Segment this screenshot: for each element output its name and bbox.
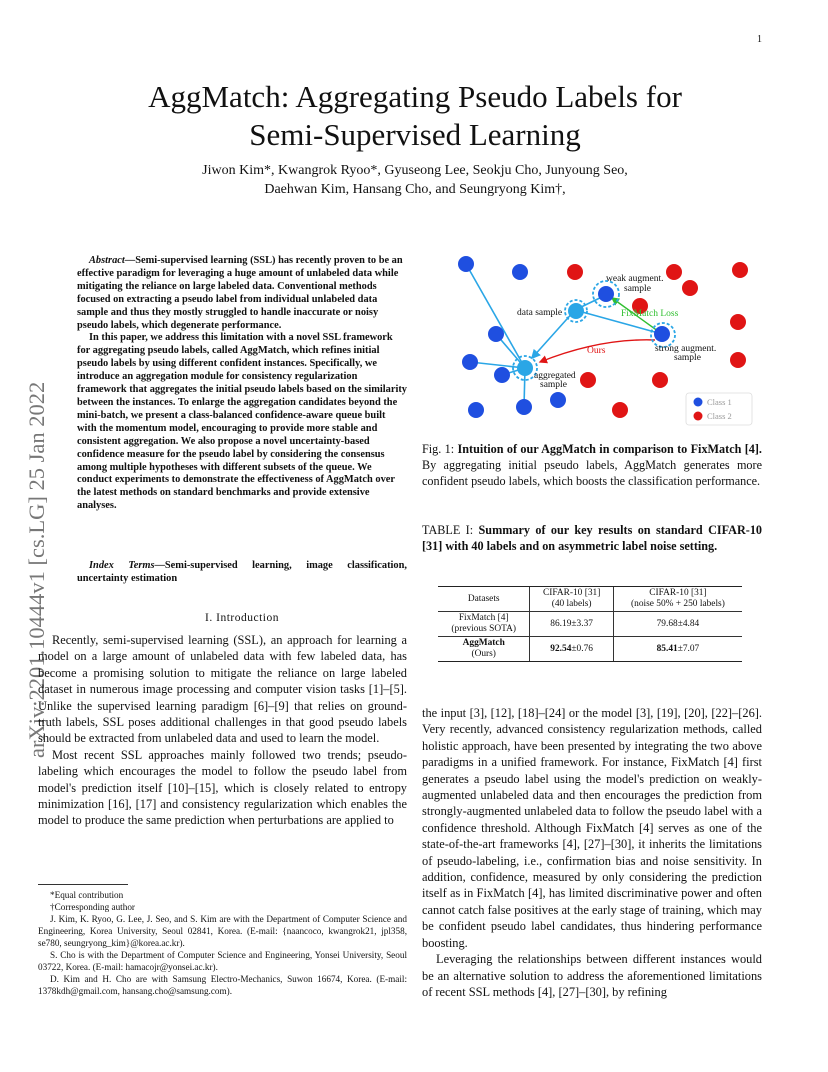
index-terms bbox=[77, 560, 407, 586]
table-1-caption bbox=[422, 522, 762, 554]
authors bbox=[150, 161, 680, 199]
fig-label-agg2: sample bbox=[540, 380, 567, 390]
table-row-fixmatch-label: FixMatch [4] (previous SOTA) bbox=[438, 612, 530, 637]
table-caption-bold: Summary of our key results on standard CIFAR-10 [31] with 40 labels and on asymmetric label noise setting. bbox=[422, 523, 763, 554]
sample-dot bbox=[517, 360, 533, 376]
sample-dot bbox=[567, 264, 583, 280]
abstract-text-1: —Semi-supervised learning (SSL) has recently proven to be an effective paradigm for leveraging a huge amount of unlabeled data while mitigating the reliance on large labeled data. Conventional methods focused on extracting a pseudo label from individual unlabeled data sample and thus they mostly struggled to handle inaccurate or noisy pseudo labels, which degenerate performance. bbox=[77, 255, 403, 331]
fig-label-weak2: sample bbox=[624, 284, 651, 294]
footnote-rule bbox=[38, 884, 128, 885]
sample-dot bbox=[458, 256, 474, 272]
sample-dot bbox=[568, 303, 584, 319]
table-cell: 79.68±4.84 bbox=[613, 612, 742, 637]
sample-dot bbox=[598, 286, 614, 302]
legend-class1-icon bbox=[694, 398, 703, 407]
table-header-datasets: Datasets bbox=[438, 587, 530, 612]
footnote-equal: *Equal contribution bbox=[50, 890, 124, 900]
fig-caption-bold: Intuition of our AggMatch in comparison to FixMatch [4]. bbox=[457, 442, 762, 456]
table-header-col1: CIFAR-10 [31] (40 labels) bbox=[530, 587, 613, 612]
intro-paragraph-2: Most recent SSL approaches mainly followed two trends; pseudo-labeling which encourages the model to follow the pseudo label from model's prediction itself [10]–[15], which is closely related to entropy minimization [16], [17] and consistency regularization which enables the model to produce the same prediction when perturbations are applied to bbox=[38, 747, 407, 828]
sample-dot bbox=[682, 280, 698, 296]
figure-1-diagram bbox=[440, 250, 770, 430]
sample-dot bbox=[732, 262, 748, 278]
sample-dot bbox=[730, 352, 746, 368]
fig-label-agg: aggregated bbox=[534, 371, 576, 381]
footnote-affil-samsung: D. Kim and H. Cho are with Samsung Electro-Mechanics, Suwon 16674, Korea. (E-mail: 1378kdh@gmail.com, hansang.cho@samsung.com). bbox=[38, 974, 407, 996]
index-terms-label: Index Terms bbox=[89, 560, 155, 571]
sample-dot bbox=[488, 326, 504, 342]
sample-dot bbox=[550, 392, 566, 408]
legend-class2-icon bbox=[694, 412, 703, 421]
arxiv-stamp-text: arXiv:2201.10444v1 [cs.LG] 25 Jan 2022 bbox=[24, 381, 49, 758]
figure-1-caption bbox=[422, 441, 762, 490]
abstract-p1 bbox=[77, 255, 407, 332]
intro-right-column bbox=[422, 705, 762, 1000]
table-row bbox=[438, 612, 742, 637]
sample-dot bbox=[666, 264, 682, 280]
abstract bbox=[77, 255, 407, 513]
fig-label-weak: weak augment. bbox=[606, 274, 664, 284]
footnote-affil-korea: J. Kim, K. Ryoo, G. Lee, J. Seo, and S. Kim are with the Department of Computer Science and Engineering, Korea University, Seoul 02841, Korea. (E-mail: {naancoco, kwangrok21, jpl358, se780, seungryong_kim}@korea.ac.kr). bbox=[38, 914, 407, 948]
legend-class2: Class 2 bbox=[707, 411, 732, 421]
footnote-affil-yonsei: S. Cho is with the Department of Computer Science and Engineering, Yonsei University, Seoul 03722, Korea. (E-mail: hamacojr@yonsei.ac.kr). bbox=[38, 950, 407, 972]
authors-line-1: Jiwon Kim*, Kwangrok Ryoo*, Gyuseong Lee, Seokju Cho, Junyoung Seo, bbox=[202, 163, 628, 178]
intro-left-column bbox=[38, 632, 407, 829]
fig-label-ours: Ours bbox=[587, 346, 606, 356]
table-header-row bbox=[438, 587, 742, 612]
sample-dot bbox=[462, 354, 478, 370]
title-line-1: AggMatch: Aggregating Pseudo Labels for bbox=[148, 79, 682, 114]
footnotes bbox=[38, 889, 407, 997]
fig-label-strong2: sample bbox=[674, 353, 701, 363]
abstract-label: Abstract bbox=[89, 255, 125, 266]
sample-dot bbox=[516, 399, 532, 415]
authors-line-2: Daehwan Kim, Hansang Cho, and Seungryong Kim†, bbox=[264, 182, 566, 197]
page-number: 1 bbox=[757, 34, 762, 45]
title-line-2: Semi-Supervised Learning bbox=[249, 117, 581, 152]
abstract-p2: In this paper, we address this limitation with a novel SSL framework for aggregating pseudo labels, called AggMatch, which refines initial pseudo labels by using different confident instances. Specifically, we introduce an aggregation module for consistency regularization framework that aggregates the initial pseudo labels based on the similarity between the instances. To enlarge the aggregation candidates beyond the mini-batch, we present a class-balanced confidence-aware queue built with the momentum model, encouraging to provide more stable and consistent aggregation. We also propose a novel uncertainty-based confidence measure for the pseudo label by considering the consensus among multiple hypotheses with different subsets of the queue. We conduct experiments to demonstrate the effectiveness of AggMatch over the latest methods on standard benchmarks and provide extensive analyses. bbox=[77, 332, 407, 512]
table-row-aggmatch-label: AggMatch (Ours) bbox=[438, 637, 530, 662]
fig-caption-label: Fig. 1: bbox=[422, 442, 458, 456]
fig-caption-rest: By aggregating initial pseudo labels, AggMatch generates more confident pseudo labels, which boosts the classification performance. bbox=[422, 458, 762, 489]
sample-dot bbox=[730, 314, 746, 330]
fig-legend bbox=[686, 393, 752, 425]
table-cell: 86.19±3.37 bbox=[530, 612, 613, 637]
table-header-col2: CIFAR-10 [31] (noise 50% + 250 labels) bbox=[613, 587, 742, 612]
fig-label-strong: strong augment. bbox=[655, 344, 717, 354]
fig-label-data: data sample bbox=[517, 308, 563, 318]
sample-dot bbox=[580, 372, 596, 388]
table-row bbox=[438, 637, 742, 662]
sample-dot bbox=[512, 264, 528, 280]
sample-dot bbox=[652, 372, 668, 388]
fig-label-fixmatch-loss: FixMatch Loss bbox=[621, 309, 679, 319]
paper-title bbox=[90, 78, 740, 154]
table-cell: 85.41±7.07 bbox=[613, 637, 742, 662]
section-heading-introduction: I. Introduction bbox=[205, 612, 279, 624]
sample-dot bbox=[468, 402, 484, 418]
table-caption-label: TABLE I: bbox=[422, 523, 479, 537]
intro-paragraph-4: Leveraging the relationships between different instances would be an alternative solution to address the aforementioned limitations of recent SSL methods [4], [27]–[30], by refining bbox=[422, 952, 762, 999]
sample-dot bbox=[494, 367, 510, 383]
sample-dot bbox=[612, 402, 628, 418]
intro-paragraph-3: the input [3], [12], [18]–[24] or the model [3], [19], [20], [22]–[26]. Very recently, advanced consistency regularization methods, called holistic approach, have been presented by integrating the two above paradigms in a unified framework. For instance, FixMatch [4] first generates a pseudo label using the model's prediction on weakly-augmented unlabeled data and then encourages the prediction from strongly-augmented unlabeled data to follow the pseudo label with a confidence threshold. Although FixMatch [4] serves as one of the state-of-the-art frameworks [4], [27]–[30], it inherits the limitations of pseudo-labeling, i.e., confirmation bias and noise sensitivity. In addition, confidence, measured by only considering the prediction itself as in FixMatch [4], has limited discriminative power and often cannot catch false positives at the early stage of training, which may be confident pseudo label candidates, thus hindering performance boosting. bbox=[422, 706, 762, 950]
footnote-corresponding: †Corresponding author bbox=[50, 902, 135, 912]
sample-dot bbox=[654, 326, 670, 342]
results-table bbox=[438, 586, 742, 662]
legend-class1: Class 1 bbox=[707, 397, 732, 407]
intro-paragraph-1: Recently, semi-supervised learning (SSL), an approach for learning a model on a large amount of unlabeled data with few labeled data, has become a promising solution to mitigate the reliance on large labeled dataset in numerous image processing and computer vision tasks [1]–[5]. Unlike the supervised learning paradigm [6]–[9] that relies on ground-truth labels, SSL poses additional challenges in that good pseudo labels should be extracted from unlabeled data and used to learn the model. bbox=[38, 633, 407, 746]
table-cell: 92.54±0.76 bbox=[530, 637, 613, 662]
index-terms-text: —Semi-supervised learning, image classification, uncertainty estimation bbox=[77, 560, 407, 584]
